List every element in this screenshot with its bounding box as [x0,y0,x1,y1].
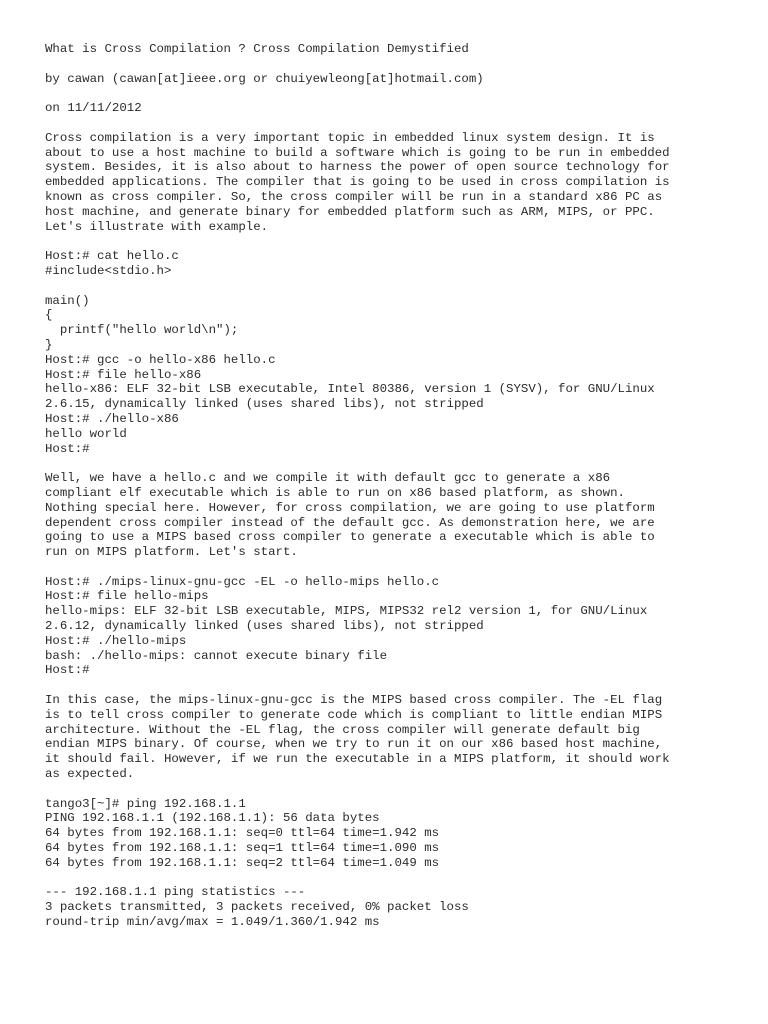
terminal-line [45,871,748,886]
publish-date: on 11/11/2012 [45,101,142,116]
terminal-line: --- 192.168.1.1 ping statistics --- [45,885,306,900]
text-line: host machine, and generate binary for embedded platform such as ARM, MIPS, or PPC. [45,204,655,219]
terminal-line: 64 bytes from 192.168.1.1: seq=2 ttl=64 time=1.049 ms [45,855,440,870]
terminal-line: 3 packets transmitted, 3 packets received, 0% packet loss [45,900,469,915]
spacer [45,234,748,249]
text-line: it should fail. However, if we run the executable in a MIPS platform, it should work [45,752,670,767]
text-line: Well, we have a hello.c and we compile it with default gcc to generate a x86 [45,471,611,486]
intro-paragraph [45,131,748,235]
terminal-line: Host:# file hello-mips [45,589,209,604]
terminal-line: Host:# ./hello-mips [45,633,187,648]
text-line: is to tell cross compiler to generate code which is compliant to little endian MIPS [45,707,663,722]
text-line: Cross compilation is a very important topic in embedded linux system design. It is [45,130,655,145]
text-line: known as cross compiler. So, the cross compiler will be run in a standard x86 PC as [45,189,663,204]
terminal-line: PING 192.168.1.1 (192.168.1.1): 56 data bytes [45,811,380,826]
text-line: compliant elf executable which is able to run on x86 based platform, as shown. [45,485,625,500]
document-title: What is Cross Compilation ? Cross Compilation Demystified [45,42,469,56]
terminal-line: hello-x86: ELF 32-bit LSB executable, Intel 80386, version 1 (SYSV), for GNU/Linux [45,382,655,397]
terminal-session-x86 [45,249,748,456]
text-line: endian MIPS binary. Of course, when we try to run it on our x86 based host machine, [45,737,663,752]
spacer [45,86,748,101]
text-line: system. Besides, it is also about to harness the power of open source technology for [45,160,670,175]
terminal-session-ping [45,797,748,930]
terminal-line [45,279,748,294]
text-line: Let's illustrate with example. [45,219,269,234]
text-line: about to use a host machine to build a software which is going to be run in embedded [45,145,670,160]
spacer [45,57,748,72]
terminal-line: Host:# gcc -o hello-x86 hello.c [45,352,276,367]
terminal-line: } [45,337,53,352]
terminal-line: tango3[~]# ping 192.168.1.1 [45,796,246,811]
text-line: as expected. [45,767,135,782]
terminal-line: 64 bytes from 192.168.1.1: seq=0 ttl=64 time=1.942 ms [45,826,440,841]
mips-explanation-paragraph [45,693,748,782]
terminal-line: round-trip min/avg/max = 1.049/1.360/1.942 ms [45,915,380,930]
terminal-session-mips [45,575,748,679]
byline: by cawan (cawan[at]ieee.org or chuiyewleong[at]hotmail.com) [45,71,484,86]
terminal-line: bash: ./hello-mips: cannot execute binary file [45,648,388,663]
terminal-line: 2.6.15, dynamically linked (uses shared libs), not stripped [45,397,484,412]
explanation-paragraph [45,471,748,560]
text-line: run on MIPS platform. Let's start. [45,545,298,560]
text-line: In this case, the mips-linux-gnu-gcc is the MIPS based cross compiler. The -EL flag [45,693,663,708]
terminal-line: Host:# file hello-x86 [45,367,202,382]
terminal-line: 64 bytes from 192.168.1.1: seq=1 ttl=64 time=1.090 ms [45,841,440,856]
terminal-line: #include<stdio.h> [45,263,172,278]
terminal-line: Host:# [45,441,90,456]
text-line: going to use a MIPS based cross compiler to generate a executable which is able to [45,530,655,545]
terminal-line: { [45,308,53,323]
text-line: Nothing special here. However, for cross compilation, we are going to use platform [45,500,655,515]
terminal-line: hello-mips: ELF 32-bit LSB executable, MIPS, MIPS32 rel2 version 1, for GNU/Linux [45,604,648,619]
terminal-line: Host:# [45,663,90,678]
terminal-line: main() [45,293,90,308]
terminal-line: hello world [45,426,127,441]
spacer [45,782,748,797]
spacer [45,456,748,471]
terminal-line: Host:# ./hello-x86 [45,411,179,426]
text-line: architecture. Without the -EL flag, the cross compiler will generate default big [45,722,640,737]
text-line: embedded applications. The compiler that is going to be used in cross compilation is [45,175,670,190]
spacer [45,560,748,575]
terminal-line: 2.6.12, dynamically linked (uses shared libs), not stripped [45,619,484,634]
spacer [45,116,748,131]
text-line: dependent cross compiler instead of the default gcc. As demonstration here, we are [45,515,655,530]
terminal-line: Host:# ./mips-linux-gnu-gcc -EL -o hello-mips hello.c [45,574,440,589]
spacer [45,678,748,693]
terminal-line: Host:# cat hello.c [45,249,179,264]
terminal-line: printf("hello world\n"); [45,323,239,338]
